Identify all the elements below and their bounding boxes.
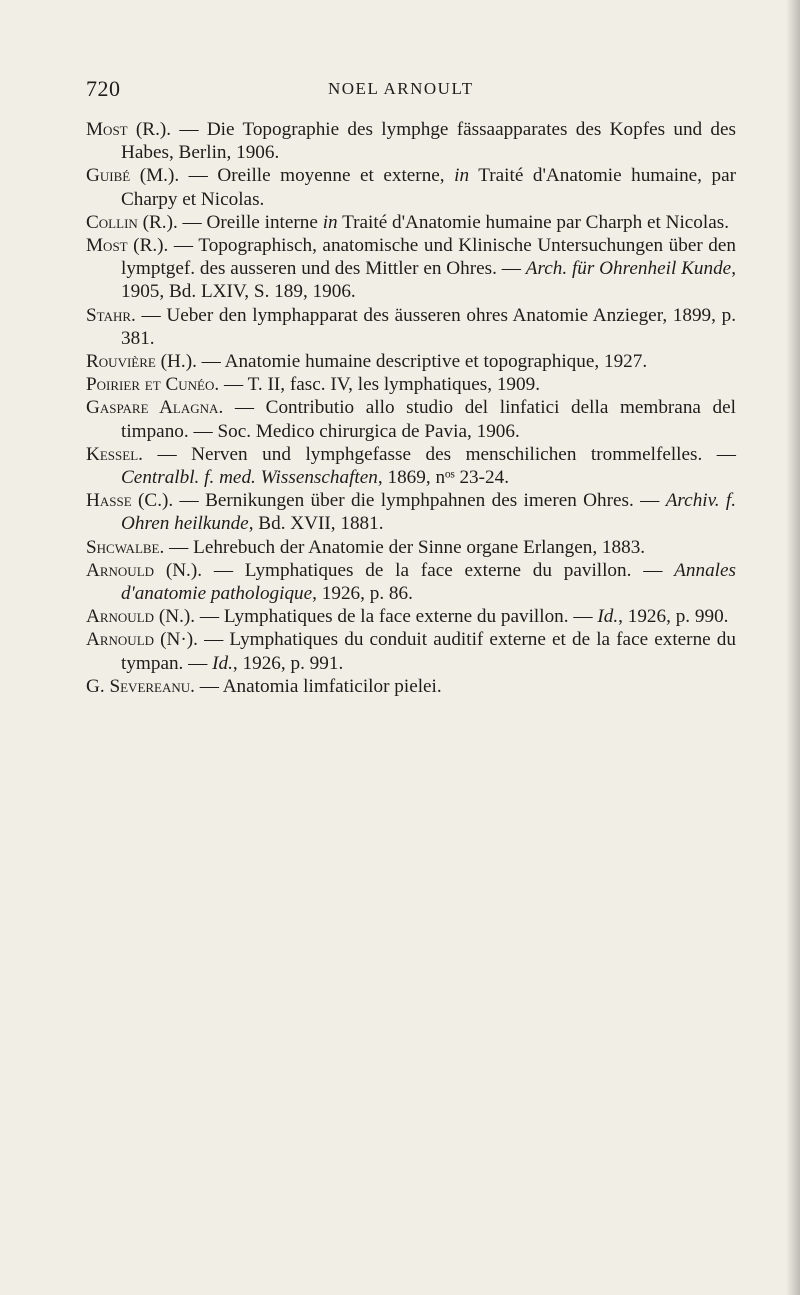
reference-entry (86, 628, 736, 674)
reference-entry (86, 489, 736, 535)
reference-italic: Arch. für Ohrenheil Kunde (525, 258, 732, 280)
reference-tail: Traité d'Anatomie humaine par Charph et Nicolas. (337, 211, 730, 233)
reference-entry (86, 373, 736, 396)
reference-author: Guibé (86, 165, 131, 187)
page-edge-shadow (786, 0, 800, 1295)
reference-italic: Id. (597, 606, 619, 628)
reference-text: . — Contributio allo studio del linfatici della membrana del timpano. — Soc. Medico chirurgica de Pavia, 1906. (121, 397, 736, 442)
reference-text: (H.). — Anatomie humaine descriptive et topographique, 1927. (155, 351, 648, 373)
reference-tail: Traité d'Anatomie humaine, par Charpy et Nicolas. (121, 165, 736, 210)
reference-tail: , Bd. XVII, 1881. (248, 513, 384, 535)
reference-italic: in (454, 165, 470, 187)
reference-author: Rouvière (86, 351, 156, 373)
reference-text: (M.). — Oreille moyenne et externe, (130, 165, 455, 187)
reference-tail: , 1905, Bd. LXIV, S. 189, 1906. (121, 258, 736, 303)
reference-italic: Centralbl. f. med. Wissenschaften (121, 467, 378, 489)
reference-author: Poirier et Cunéo (86, 374, 215, 396)
reference-author: Shcwalbe (86, 536, 160, 558)
reference-entry (86, 350, 736, 373)
reference-text: . — T. II, fasc. IV, les lymphatiques, 1909. (214, 374, 540, 396)
reference-entry (86, 164, 736, 210)
reference-author: Gaspare Alagna (86, 397, 219, 419)
reference-text: . — Nerven und lymphgefasse des menschilichen trommelfelles. — (138, 443, 736, 465)
reference-tail: , 1869, nᵒˢ 23-24. (377, 467, 510, 489)
reference-italic: Annales d'anatomie pathologique (121, 559, 736, 605)
reference-author: Collin (86, 211, 138, 233)
reference-author: Hasse (86, 490, 132, 512)
reference-entry (86, 605, 736, 628)
reference-italic: Archiv. f. Ohren heilkunde (121, 490, 736, 535)
reference-entry (86, 304, 736, 350)
reference-entry (86, 443, 736, 489)
reference-text: (N.). — Lymphatiques de la face externe du pavillon. — (154, 559, 675, 581)
reference-entry (86, 396, 736, 442)
reference-entry (86, 675, 736, 698)
reference-tail: , 1926, p. 990. (618, 606, 729, 628)
reference-text: (R.). — Topographisch, anatomische und Klinische Untersuchungen über den lymptgef. des ausseren und des Mittler en Ohres. — (121, 235, 736, 280)
reference-text: (C.). — Bernikungen über die lymphpahnen des imeren Ohres. — (131, 490, 666, 512)
reference-entry (86, 211, 736, 234)
reference-text: (R.). — Die Topographie des lymphge fässaapparates des Kopfes und des Habes, Berlin, 1906. (121, 119, 736, 164)
reference-author: Arnould (86, 559, 155, 581)
page-header (86, 76, 726, 104)
reference-entry (86, 234, 736, 304)
reference-author: Arnould (86, 629, 155, 651)
bibliography-list (86, 118, 736, 698)
reference-text: . — Lehrebuch der Anatomie der Sinne organe Erlangen, 1883. (159, 536, 646, 558)
reference-author: Most (86, 119, 128, 140)
page-number: 720 (86, 76, 121, 101)
reference-author: Arnould (86, 606, 155, 628)
reference-text: (N.). — Lymphatiques de la face externe du pavillon. — (154, 606, 598, 628)
reference-tail: , 1926, p. 991. (232, 652, 344, 674)
reference-author: Most (86, 235, 128, 257)
reference-text: (N·). — Lymphatiques du conduit auditif externe et de la face externe du tympan. — (121, 629, 736, 674)
reference-author: G. Severeanu (86, 675, 191, 697)
reference-text: . — Anatomia limfaticilor pielei. (190, 675, 442, 697)
reference-text: . — Ueber den lymphapparat des äusseren ohres Anatomie Anzieger, 1899, p. 381. (121, 304, 736, 349)
reference-entry (86, 559, 736, 605)
reference-author: Kessel (86, 443, 139, 465)
reference-italic: Id. (212, 652, 233, 674)
reference-author: Stahr (86, 304, 132, 326)
reference-entry (86, 118, 736, 164)
reference-entry (86, 536, 736, 559)
running-title: NOEL ARNOULT (328, 79, 474, 98)
reference-text: (R.). — Oreille interne (137, 211, 323, 233)
reference-tail: , 1926, p. 86. (312, 583, 413, 605)
reference-italic: in (322, 211, 338, 233)
